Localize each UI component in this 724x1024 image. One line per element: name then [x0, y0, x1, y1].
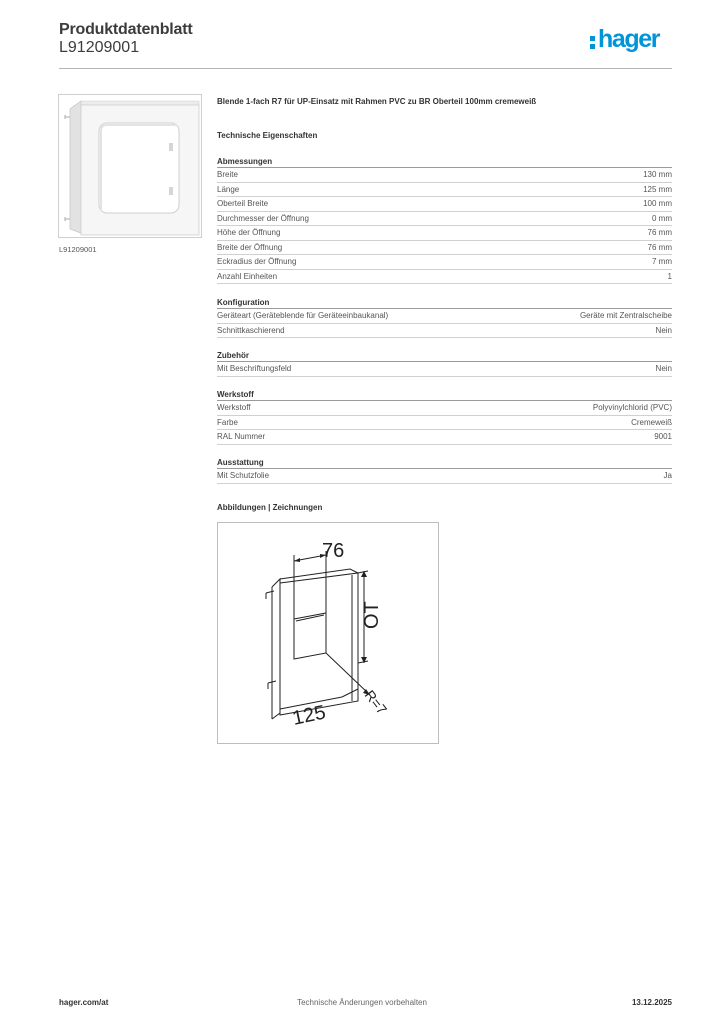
footer-note: Technische Änderungen vorbehalten: [297, 998, 427, 1007]
section-material: [217, 388, 672, 445]
footer-website: hager.com/at: [59, 998, 109, 1007]
technical-drawing: [217, 522, 439, 744]
logo-dot-icon: [590, 36, 595, 41]
section-title: Werkstoff: [217, 388, 672, 401]
spec-row: [217, 241, 672, 256]
spec-label: Breite der Öffnung: [217, 242, 283, 252]
spec-value: Nein: [655, 325, 672, 335]
logo-dot-icon: [590, 44, 595, 49]
spec-label: Geräteart (Geräteblende für Geräteeinbaukanal): [217, 311, 389, 320]
spec-row: [217, 362, 672, 377]
product-image: [58, 94, 202, 238]
spec-value: 1: [667, 271, 672, 281]
image-caption: L91209001: [59, 245, 97, 254]
dim-corner-radius: R=7: [361, 686, 391, 718]
spec-value: Nein: [655, 364, 672, 373]
header-divider: [59, 68, 672, 69]
section-accessories: [217, 349, 672, 377]
spec-row: [217, 183, 672, 198]
article-number: L91209001: [59, 39, 140, 56]
spec-label: RAL Nummer: [217, 432, 266, 441]
spec-value: 0 mm: [652, 213, 672, 223]
section-equipment: [217, 456, 672, 484]
spec-label: Breite: [217, 170, 238, 179]
spec-label: Durchmesser der Öffnung: [217, 213, 309, 223]
footer-date: 13.12.2025: [631, 998, 672, 1007]
section-title: Konfiguration: [217, 296, 672, 309]
spec-value: 100 mm: [643, 199, 672, 208]
section-title: Zubehör: [217, 349, 672, 362]
spec-value: 76 mm: [647, 228, 672, 237]
spec-label: Schnittkaschierend: [217, 325, 285, 335]
spec-value: 130 mm: [643, 170, 672, 179]
hager-logo: [590, 25, 674, 58]
section-title: Ausstattung: [217, 456, 672, 469]
spec-row: [217, 270, 672, 285]
product-title: Blende 1-fach R7 für UP-Einsatz mit Rahmen PVC zu BR Oberteil 100mm cremeweiß: [217, 97, 537, 106]
spec-row: [217, 324, 672, 339]
logo-text: hager: [598, 25, 660, 53]
spec-value: Polyvinylchlorid (PVC): [592, 403, 672, 412]
page-title: Produktdatenblatt: [59, 21, 193, 38]
spec-value: 7 mm: [652, 257, 672, 266]
section-title: Abmessungen: [217, 155, 672, 168]
section-dimensions: [217, 155, 672, 284]
dimension-drawing-icon: [218, 523, 438, 743]
spec-label: Farbe: [217, 417, 238, 427]
spec-row: [217, 226, 672, 241]
spec-row: [217, 401, 672, 416]
spec-label: Oberteil Breite: [217, 199, 269, 208]
spec-label: Mit Schutzfolie: [217, 471, 270, 480]
spec-row: [217, 469, 672, 484]
spec-row: [217, 430, 672, 445]
spec-row: [217, 212, 672, 227]
spec-row: [217, 416, 672, 431]
section-configuration: [217, 296, 672, 338]
spec-label: Eckradius der Öffnung: [217, 257, 297, 266]
dim-upper-part: OT: [361, 601, 383, 629]
spec-value: Cremeweiß: [631, 417, 672, 427]
dim-opening-width: 76: [322, 540, 345, 562]
spec-label: Werkstoff: [217, 403, 251, 412]
spec-row: [217, 168, 672, 183]
spec-row: [217, 309, 672, 324]
technical-properties-heading: Technische Eigenschaften: [217, 131, 318, 140]
spec-value: Ja: [663, 471, 672, 480]
spec-value: 9001: [654, 432, 672, 441]
spec-label: Mit Beschriftungsfeld: [217, 364, 292, 373]
spec-row: [217, 197, 672, 212]
spec-value: 125 mm: [643, 184, 672, 194]
frame-cover-icon: [59, 95, 201, 237]
figures-heading: Abbildungen | Zeichnungen: [217, 503, 323, 512]
spec-value: Geräte mit Zentralscheibe: [579, 311, 672, 320]
spec-label: Länge: [217, 184, 240, 194]
spec-value: 76 mm: [647, 242, 672, 252]
spec-label: Anzahl Einheiten: [217, 271, 278, 281]
dim-length: 125: [290, 701, 328, 730]
spec-row: [217, 255, 672, 270]
spec-label: Höhe der Öffnung: [217, 228, 281, 237]
